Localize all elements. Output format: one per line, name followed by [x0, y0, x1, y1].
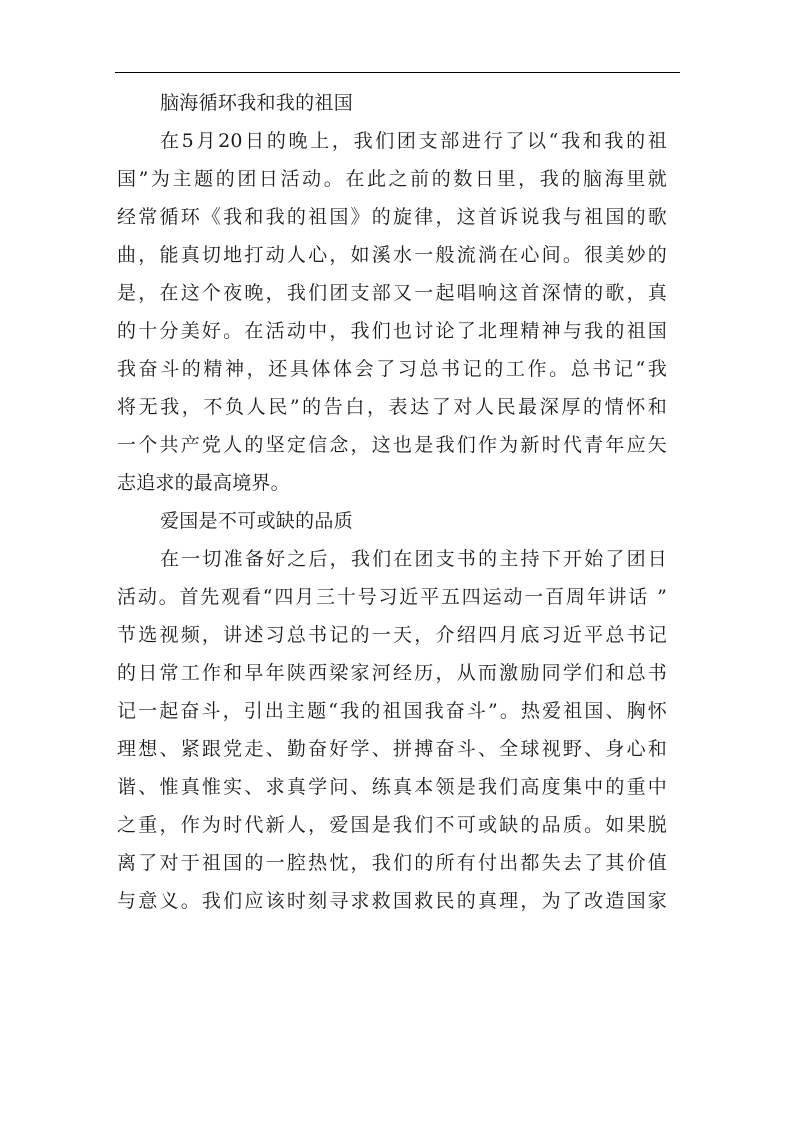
paragraph-line: 我奋斗的精神，还具体体会了习总书记的工作。总书记“我 — [117, 358, 667, 380]
paragraph-line: 记一起奋斗，引出主题“我的祖国我奋斗”。热爱祖国、胸怀 — [117, 700, 667, 722]
paragraph-line: 国”为主题的团日活动。在此之前的数日里，我的脑海里就 — [117, 168, 667, 190]
paragraph-line: 将无我，不负人民”的告白，表达了对人民最深厚的情怀和 — [117, 396, 667, 418]
paragraph — [117, 122, 667, 502]
paragraph-line: 在5月20日的晚上，我们团支部进行了以“我和我的祖 — [160, 130, 667, 152]
paragraph — [117, 540, 667, 920]
paragraph-line: 一个共产党人的坚定信念，这也是我们作为新时代青年应矢 — [117, 434, 667, 456]
header-rule — [115, 72, 680, 73]
paragraph-line: 志追求的最高境界。 — [117, 472, 290, 494]
paragraph-line: 的日常工作和早年陕西梁家河经历，从而激励同学们和总书 — [117, 662, 667, 684]
section-heading: 脑海循环我和我的祖国 — [160, 92, 354, 114]
paragraph-line: 之重，作为时代新人，爱国是我们不可或缺的品质。如果脱 — [117, 814, 667, 836]
paragraph-line: 曲，能真切地打动人心，如溪水一般流淌在心间。很美妙的 — [117, 244, 667, 266]
paragraph-line: 与意义。我们应该时刻寻求救国救民的真理，为了改造国家 — [117, 890, 667, 912]
section-heading: 爱国是不可或缺的品质 — [160, 510, 354, 532]
paragraph-line: 的十分美好。在活动中，我们也讨论了北理精神与我的祖国 — [117, 320, 667, 342]
paragraph-line: 在一切准备好之后，我们在团支书的主持下开始了团日 — [160, 548, 667, 570]
paragraph-line: 是，在这个夜晚，我们团支部又一起唱响这首深情的歌，真 — [117, 282, 667, 304]
paragraph-line: 节选视频，讲述习总书记的一天，介绍四月底习近平总书记 — [117, 624, 667, 646]
paragraph-line: 活动。首先观看“四月三十号习近平五四运动一百周年讲话 ” — [117, 586, 667, 608]
document-body — [117, 84, 667, 920]
paragraph-line: 经常循环《我和我的祖国》的旋律，这首诉说我与祖国的歌 — [117, 206, 667, 228]
paragraph-line: 理想、紧跟党走、勤奋好学、拼搏奋斗、全球视野、身心和 — [117, 738, 667, 760]
paragraph-line: 离了对于祖国的一腔热忱，我们的所有付出都失去了其价值 — [117, 852, 667, 874]
paragraph-line: 谐、惟真惟实、求真学问、练真本领是我们高度集中的重中 — [117, 776, 667, 798]
